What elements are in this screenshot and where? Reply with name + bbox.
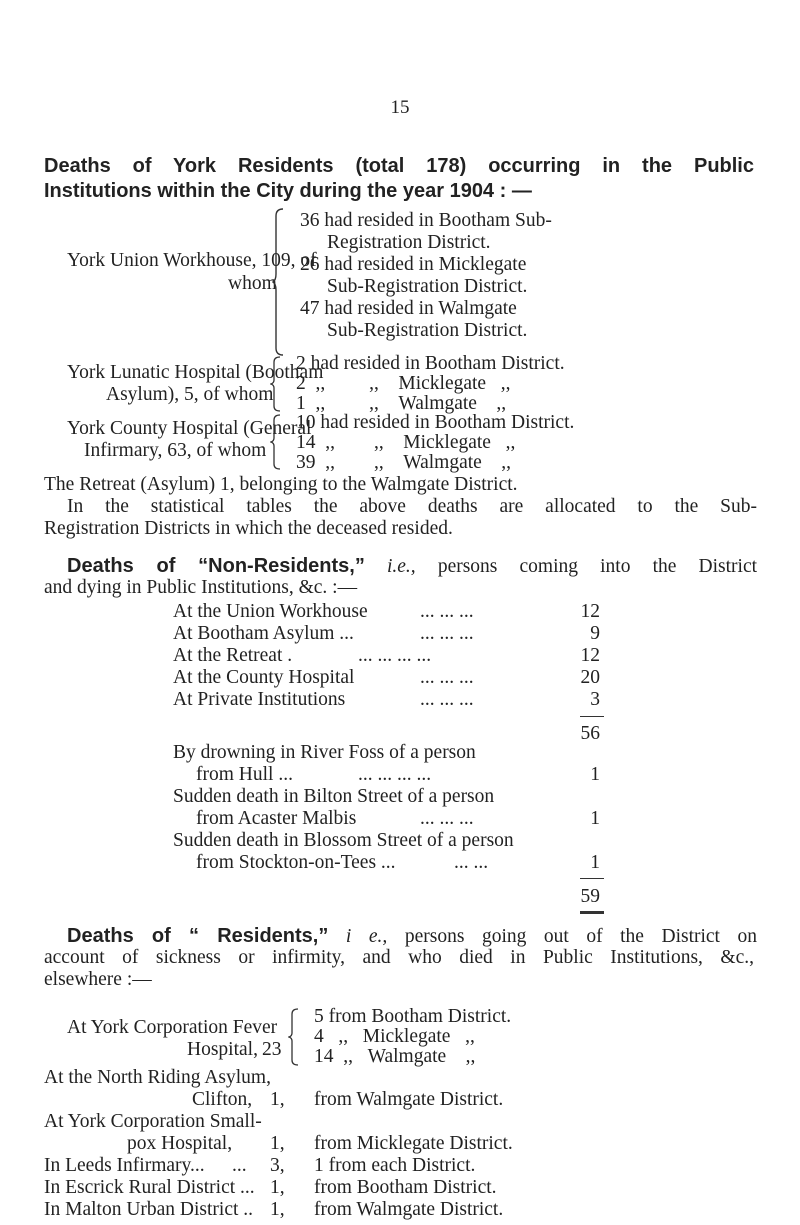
section2-heading-rest: persons coming into the District [437, 556, 758, 577]
workhouse-line1: 36 had resided in Bootham Sub- [300, 210, 552, 231]
extra-dots: ... ... ... ... [358, 764, 432, 785]
row-institution-line1: In Escrick Rural District ... [44, 1177, 255, 1198]
nonres-total: 59 [580, 886, 600, 907]
extra-dots: ... ... [454, 852, 489, 873]
row-desc: from Bootham District. [314, 1177, 497, 1198]
section3-heading-bold: Deaths of “ Residents,” [67, 925, 329, 947]
total-double-rule [580, 911, 604, 914]
nonres-item-dots: ... ... ... [420, 623, 474, 644]
county-line2: 14 ,, ,, Micklegate ,, [296, 432, 516, 453]
lunatic-line1: 2 had resided in Bootham District. [296, 353, 565, 374]
lunatic-line3: 1 ,, ,, Walmgate ,, [296, 393, 507, 414]
nonres-item-value: 9 [590, 623, 600, 644]
nonres-item-value: 12 [580, 645, 600, 666]
nonres-item-value: 20 [580, 667, 600, 688]
nonres-item-value: 12 [580, 601, 600, 622]
extra-value: 1 [590, 852, 600, 873]
total-rule [580, 878, 604, 879]
section3-heading-line1 [67, 925, 757, 948]
nonres-item-label: At Bootham Asylum ... [173, 623, 354, 644]
section2-heading-bold: Deaths of “Non-Residents,” [67, 555, 365, 577]
lunatic-label-line2: Asylum), 5, of whom [106, 384, 274, 405]
lunatic-label-line1: York Lunatic Hospital (Bootham [67, 362, 324, 383]
extra-line1: Sudden death in Blossom Street of a person [173, 830, 514, 851]
section3-heading-ie: i e., [345, 926, 388, 947]
workhouse-line6: Sub-Registration District. [327, 320, 528, 341]
nonres-item-dots: ... ... ... [420, 667, 474, 688]
allocation-note-line2: Registration Districts in which the deceased resided. [44, 518, 453, 539]
workhouse-line5: 47 had resided in Walmgate [300, 298, 517, 319]
county-brace [270, 414, 282, 470]
row-count: 1, [270, 1199, 285, 1220]
retreat-line: The Retreat (Asylum) 1, belonging to the Walmgate District. [44, 474, 518, 495]
section1-heading-line2: Institutions within the City during the year 1904 : — [44, 180, 532, 202]
nonres-item-label: At the Union Workhouse [173, 601, 368, 622]
extra-dots: ... ... ... [420, 808, 474, 829]
fever-label-line1: At York Corporation Fever [67, 1017, 278, 1038]
extra-value: 1 [590, 764, 600, 785]
row-institution-line1: At the North Riding Asylum, [44, 1067, 271, 1088]
row-institution-line2: pox Hospital, [127, 1133, 233, 1154]
row-desc: from Micklegate District. [314, 1133, 513, 1154]
county-label-line2: Infirmary, 63, of whom [84, 440, 267, 461]
row-dots: ... [232, 1155, 247, 1176]
row-count: 1, [270, 1177, 285, 1198]
section3-heading-line2: account of sickness or infirmity, and who died in Public Institutions, &c., [44, 947, 754, 968]
row-desc: from Walmgate District. [314, 1199, 504, 1220]
workhouse-label-line1: York Union Workhouse, 109, of [67, 250, 317, 271]
extra-line2: from Hull ... [196, 764, 293, 785]
subtotal-rule [580, 716, 604, 717]
extra-value: 1 [590, 808, 600, 829]
lunatic-brace [270, 356, 282, 412]
section2-heading-line1 [67, 555, 757, 578]
allocation-note-line1: In the statistical tables the above deaths are allocated to the Sub- [67, 496, 757, 517]
extra-line1: By drowning in River Foss of a person [173, 742, 476, 763]
workhouse-line2: Registration District. [327, 232, 491, 253]
fever-brace [288, 1008, 300, 1066]
fever-line1: 5 from Bootham District. [314, 1006, 512, 1027]
section3-heading-rest: persons going out of the District on [404, 926, 758, 947]
row-count: 1, [270, 1133, 285, 1154]
section2-heading-ie: i.e., [386, 556, 416, 577]
section2-heading-line2: and dying in Public Institutions, &c. :— [44, 577, 358, 598]
nonres-subtotal: 56 [580, 723, 600, 744]
county-label-line1: York County Hospital (General [67, 418, 312, 439]
nonres-item-value: 3 [590, 689, 600, 710]
fever-line2: 4 ,, Micklegate ,, [314, 1026, 475, 1047]
nonres-item-dots: ... ... ... [420, 601, 474, 622]
section1-heading-line1: Deaths of York Residents (total 178) occurring in the Public [44, 155, 754, 177]
row-count: 1, [270, 1089, 285, 1110]
workhouse-label-line2: whom [228, 273, 277, 294]
row-desc: 1 from each District. [314, 1155, 476, 1176]
workhouse-brace [272, 208, 286, 356]
workhouse-line3: 26 had resided in Micklegate [300, 254, 527, 275]
row-count: 3, [270, 1155, 285, 1176]
extra-line2: from Acaster Malbis [196, 808, 357, 829]
nonres-item-label: At the County Hospital [173, 667, 355, 688]
county-line3: 39 ,, ,, Walmgate ,, [296, 452, 512, 473]
row-desc: from Walmgate District. [314, 1089, 504, 1110]
fever-label-line2: Hospital, [187, 1039, 258, 1060]
workhouse-line4: Sub-Registration District. [327, 276, 528, 297]
fever-line3: 14 ,, Walmgate ,, [314, 1046, 476, 1067]
section3-heading-line3: elsewhere :— [44, 969, 152, 990]
row-institution-line1: At York Corporation Small- [44, 1111, 262, 1132]
row-institution-line1: In Malton Urban District .. [44, 1199, 254, 1220]
extra-line1: Sudden death in Bilton Street of a person [173, 786, 495, 807]
page-number: 15 [390, 97, 410, 118]
nonres-item-dots: ... ... ... [420, 689, 474, 710]
nonres-item-dots: ... ... ... ... [358, 645, 432, 666]
nonres-item-label: At Private Institutions [173, 689, 346, 710]
extra-line2: from Stockton-on-Tees ... [196, 852, 396, 873]
row-institution-line2: Clifton, [192, 1089, 253, 1110]
fever-count: 23 [262, 1039, 282, 1060]
row-institution-line1: In Leeds Infirmary... [44, 1155, 205, 1176]
nonres-item-label: At the Retreat . [173, 645, 293, 666]
county-line1: 10 had resided in Bootham District. [296, 412, 575, 433]
lunatic-line2: 2 ,, ,, Micklegate ,, [296, 373, 511, 394]
